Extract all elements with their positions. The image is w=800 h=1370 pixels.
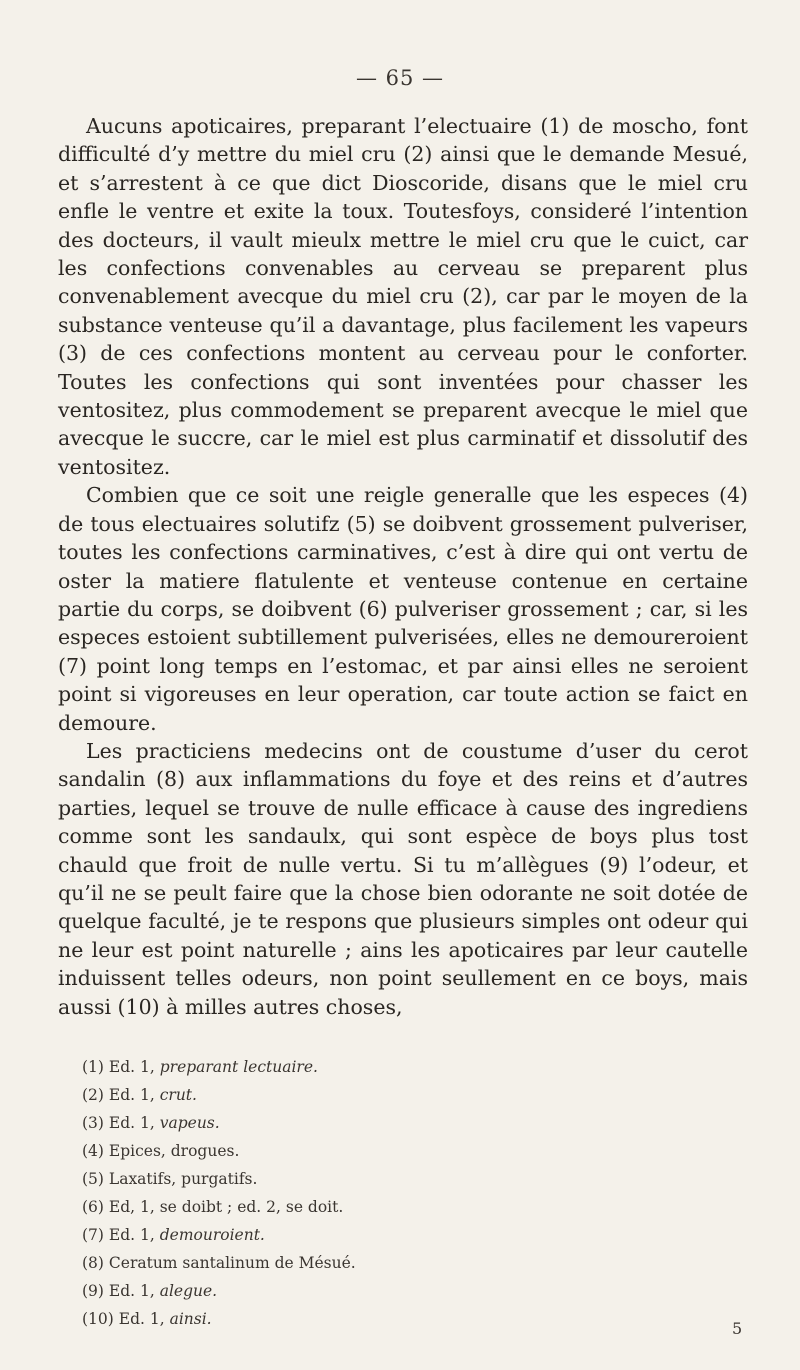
- footnote-3: (3) Ed. 1, vapeus.: [82, 1114, 220, 1132]
- paragraph-1: Aucuns apoticaires, preparant l’electuaire (1) de moscho, font difficulté d’y mettre du miel cru (2) ainsi que le demande Mesué, et s’arrestent à ce que dict Dioscoride, disans que le miel cru enfle le ventre et exite la toux. Toutesfoys, consideré l’intention des docteurs, il vault mieulx mettre le miel cru que le cuict, car les confections convenables au cerveau se preparent plus convenablement avecque du miel cru (2), car par le moyen de la substance venteuse qu’il a davantage, plus facilement les vapeurs (3) de ces confections montent au cerveau pour le conforter. Toutes les confections qui sont inventées pour chasser les ventositez, plus commodement se preparent avecque le miel que avecque le succre, car le miel est plus carminatif et dissolutif des ventositez.: [58, 114, 748, 479]
- footnotes: [82, 1053, 682, 1333]
- footnote-2: (2) Ed. 1, crut.: [82, 1086, 197, 1104]
- paragraph-2: Combien que ce soit une reigle generalle que les especes (4) de tous electuaires solutifz (5) se doibvent grossement pulveriser, toutes les confections carminatives, c’est à dire qui ont vertu de oster la matiere flatulente et venteuse contenue en certaine partie du corps, se doibvent (6) pulveriser grossement ; car, si les especes estoient subtillement pulverisées, elles ne demoureroient (7) point long temps en l’estomac, et par ainsi elles ne seroient point si vigoreuses en leur operation, car toute action se faict en demoure.: [58, 483, 748, 735]
- footnote-6: (6) Ed, 1, se doibt ; ed. 2, se doit.: [82, 1198, 344, 1216]
- footnote-5: (5) Laxatifs, purgatifs.: [82, 1170, 258, 1188]
- page-number: — 65 —: [355, 66, 445, 90]
- footnote-8: (8) Ceratum santalinum de Mésué.: [82, 1254, 356, 1272]
- footnote-1: (1) Ed. 1, preparant lectuaire.: [82, 1058, 318, 1076]
- footnote-9: (9) Ed. 1, alegue.: [82, 1282, 218, 1300]
- paragraph-3: Les practiciens medecins ont de coustume d’user du cerot sandalin (8) aux inflammations du foye et des reins et d’autres parties, lequel se trouve de nulle efficace à cause des ingrediens comme sont les sandaulx, qui sont espèce de boys plus tost chauld que froit de nulle vertu. Si tu m’allègues (9) l’odeur, et qu’il ne se peult faire que la chose bien odorante ne soit dotée de quelque faculté, je te respons que plusieurs simples ont odeur qui ne leur est point naturelle ; ains les apoticaires par leur cautelle induissent telles odeurs, non point seullement en ce boys, mais aussi (10) à milles autres choses,: [58, 738, 748, 1019]
- footnote-10: (10) Ed. 1, ainsi.: [82, 1310, 212, 1328]
- main-text: [58, 112, 748, 1021]
- footnote-4: (4) Epices, drogues.: [82, 1142, 240, 1160]
- signature-mark: 5: [732, 1319, 743, 1338]
- footnote-7: (7) Ed. 1, demouroient.: [82, 1226, 265, 1244]
